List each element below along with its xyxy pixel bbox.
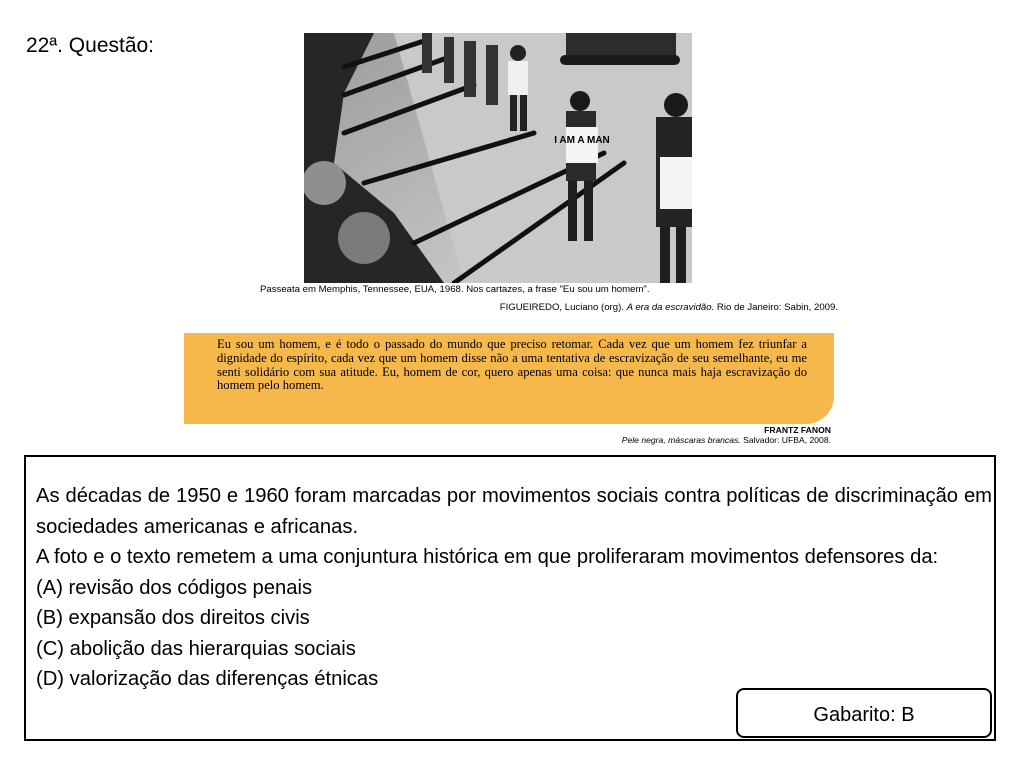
quote-source-publisher: Salvador: UFBA, 2008. (743, 435, 831, 445)
option-b: (B) expansão dos direitos civis (36, 607, 310, 629)
option-a: (A) revisão dos códigos penais (36, 576, 313, 599)
quote-text: Eu sou um homem, e é todo o passado do mundo que preciso retomar. Cada vez que um homem fez triunfar a dignidade do espírito, cada vez que um homem disse não a uma tentativa de escravização de seu semelhante, eu me senti solidário com sua atitude. Eu, homem de cor, quero apenas uma coisa: que nunca mais haja escravização do homem pelo homem. (217, 337, 807, 393)
protest-photo (304, 33, 692, 283)
question-text (36, 481, 992, 695)
option-c: (C) abolição das hierarquias sociais (36, 637, 356, 660)
protest-photo-illustration (304, 33, 692, 283)
quote-source-title: Pele negra, máscaras brancas. (621, 435, 741, 445)
quote-author: FRANTZ FANON (764, 425, 831, 435)
sign-text: I AM A MAN (554, 135, 610, 146)
photo-source (500, 302, 838, 313)
question-paragraph-2: A foto e o texto remetem a uma conjuntura histórica em que proliferaram movimentos defensores da: (36, 546, 939, 568)
question-title: 22ª. Questão: (26, 34, 155, 57)
question-paragraph-1: As décadas de 1950 e 1960 foram marcadas por movimentos sociais contra políticas de discriminação em sociedades americanas e africanas. (36, 485, 992, 538)
photo-source-publisher: Rio de Janeiro: Sabin, 2009. (716, 302, 838, 313)
quote-box (184, 333, 834, 424)
answer-key-box: Gabarito: B (736, 688, 992, 738)
tank-tracks (560, 55, 680, 65)
photo-caption: Passeata em Memphis, Tennessee, EUA, 1968. Nos cartazes, a frase "Eu sou um homem". (260, 284, 650, 295)
photo-source-author: FIGUEIREDO, Luciano (org). (499, 302, 624, 313)
sign-i-am-a-man-right (660, 157, 692, 209)
quote-source (622, 435, 831, 445)
photo-source-title: A era da escravidão. (626, 302, 715, 313)
option-d: (D) valorização das diferenças étnicas (36, 668, 379, 690)
